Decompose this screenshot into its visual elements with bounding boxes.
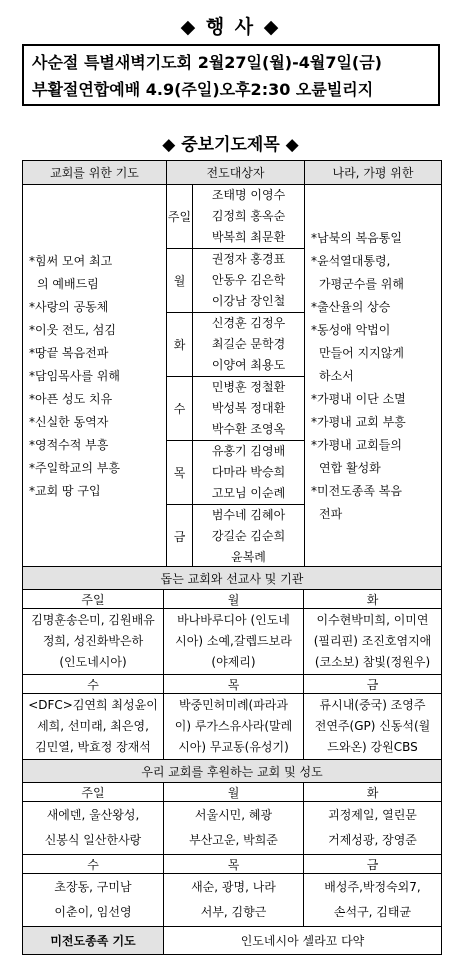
day-header: 수 — [23, 855, 164, 874]
day-label: 수 — [167, 377, 193, 441]
list-item: 연합 활성화 — [319, 461, 381, 475]
list-item: *가평내 교회들의 — [311, 438, 402, 452]
list-item: 만들어 지지않게 — [319, 346, 404, 360]
mission-cell: 류시내(중국) 조영주 전연주(GP) 신동석(월 드와온) 강원CBS — [304, 694, 442, 760]
day-header: 월 — [164, 783, 304, 802]
day-header: 월 — [164, 590, 304, 609]
list-item: *주일학교의 부흥 — [29, 461, 120, 475]
list-item: *교회 땅 구입 — [29, 484, 101, 498]
list-item: *출산율의 상승 — [311, 300, 391, 314]
list-item: *이웃 전도, 섬김 — [29, 323, 116, 337]
header-church: 교회를 위한 기도 — [23, 161, 167, 185]
supporter-cell: 새순, 광명, 나라 서부, 김향근 — [164, 874, 304, 927]
supporter-cell: 새에덴, 울산왕성, 신봉식 일산한사랑 — [23, 802, 164, 855]
list-item: 의 예배드림 — [37, 277, 99, 291]
unreached-label: 미전도종족 기도 — [23, 927, 164, 955]
day-header: 수 — [23, 675, 164, 694]
list-item: 가평군수를 위해 — [319, 277, 404, 291]
mission-cell: 이수현박미희, 이미연 (필리핀) 조진호염지애 (코소보) 참빛(정원우) — [304, 609, 442, 675]
list-item: *윤석열대통령, — [311, 254, 391, 268]
list-item: *남북의 복음통일 — [311, 231, 402, 245]
list-item: *사랑의 공동체 — [29, 300, 109, 314]
day-header: 주일 — [23, 783, 164, 802]
evangelism-names: 유홍기 김영배 다마라 박승희 고모님 이순례 — [193, 441, 305, 505]
mission-cell: 바나바루디아 (인도네 시아) 소예,갈렙드보라 (야제리) — [164, 609, 304, 675]
event-line-1: 사순절 특별새벽기도회 2월27일(월)-4월7일(금) — [32, 53, 382, 72]
day-header: 금 — [304, 675, 442, 694]
evangelism-names: 민병훈 정철환 박성복 정대환 박수환 조영옥 — [193, 377, 305, 441]
list-item: *힘써 모여 최고 — [29, 254, 113, 268]
supporter-cell: 배성주,박정숙외7, 손석구, 김태균 — [304, 874, 442, 927]
mission-cell: 김명훈송은미, 김원배유 정희, 성진화박은하 (인도네시아) — [23, 609, 164, 675]
prayer-title: ◆ 중보기도제목 ◆ — [162, 135, 299, 155]
list-item: *영적수적 부흥 — [29, 438, 109, 452]
list-item: *미전도종족 복음 — [311, 484, 402, 498]
list-item: *담임목사를 위해 — [29, 369, 120, 383]
event-line-2: 부활절연합예배 4.9(주일)오후2:30 오륜빌리지 — [32, 80, 374, 99]
day-header: 목 — [164, 675, 304, 694]
mission-cell: <DFC>김연희 최성윤이 세희, 선미래, 최은영, 김민열, 박효정 장재석 — [23, 694, 164, 760]
event-title: ◆ 행 사 ◆ — [180, 16, 281, 38]
support-table — [22, 566, 442, 955]
supporter-cell: 초장동, 구미남 이춘이, 임선영 — [23, 874, 164, 927]
header-evangelism: 전도대상자 — [167, 161, 305, 185]
list-item: *신실한 동역자 — [29, 415, 109, 429]
evangelism-names: 신경훈 김정우 최길순 문학경 이양여 최용도 — [193, 313, 305, 377]
list-item: *가평내 교회 부흥 — [311, 415, 406, 429]
day-label: 월 — [167, 249, 193, 313]
church-prayer-list — [23, 185, 167, 569]
missions-title: 돕는 교회와 선교사 및 기관 — [23, 567, 442, 590]
day-header: 목 — [164, 855, 304, 874]
header-nation: 나라, 가평 위한 — [305, 161, 442, 185]
evangelism-names: 범수네 김혜아 강길순 김순희 윤복례 — [193, 505, 305, 569]
list-item: *가평내 이단 소멸 — [311, 392, 406, 406]
list-item: *동성애 악법이 — [311, 323, 391, 337]
list-item: *땅끝 복음전파 — [29, 346, 109, 360]
supporters-title: 우리 교회를 후원하는 교회 및 성도 — [23, 760, 442, 783]
prayer-table — [22, 160, 442, 569]
day-label: 주일 — [167, 185, 193, 249]
day-label: 화 — [167, 313, 193, 377]
day-label: 금 — [167, 505, 193, 569]
day-header: 금 — [304, 855, 442, 874]
evangelism-names: 조태명 이영수 김정희 홍옥순 박복희 최문환 — [193, 185, 305, 249]
unreached-value: 인도네시아 셀라꼬 다약 — [164, 927, 442, 955]
day-header: 주일 — [23, 590, 164, 609]
evangelism-names: 권정자 홍경표 안동우 김은학 이강남 장인철 — [193, 249, 305, 313]
day-label: 목 — [167, 441, 193, 505]
supporter-cell: 괴정제일, 열린문 거제성광, 장영준 — [304, 802, 442, 855]
event-box — [22, 44, 440, 106]
day-header: 화 — [304, 783, 442, 802]
mission-cell: 박중민허미례(파라과 이) 루가스유사라(말레 시아) 무교동(유성기) — [164, 694, 304, 760]
list-item: 전파 — [319, 507, 343, 521]
list-item: 하소서 — [319, 369, 354, 383]
nation-prayer-list — [305, 185, 442, 569]
list-item: *아픈 성도 치유 — [29, 392, 113, 406]
day-header: 화 — [304, 590, 442, 609]
supporter-cell: 서울시민, 혜광 부산고운, 박희준 — [164, 802, 304, 855]
